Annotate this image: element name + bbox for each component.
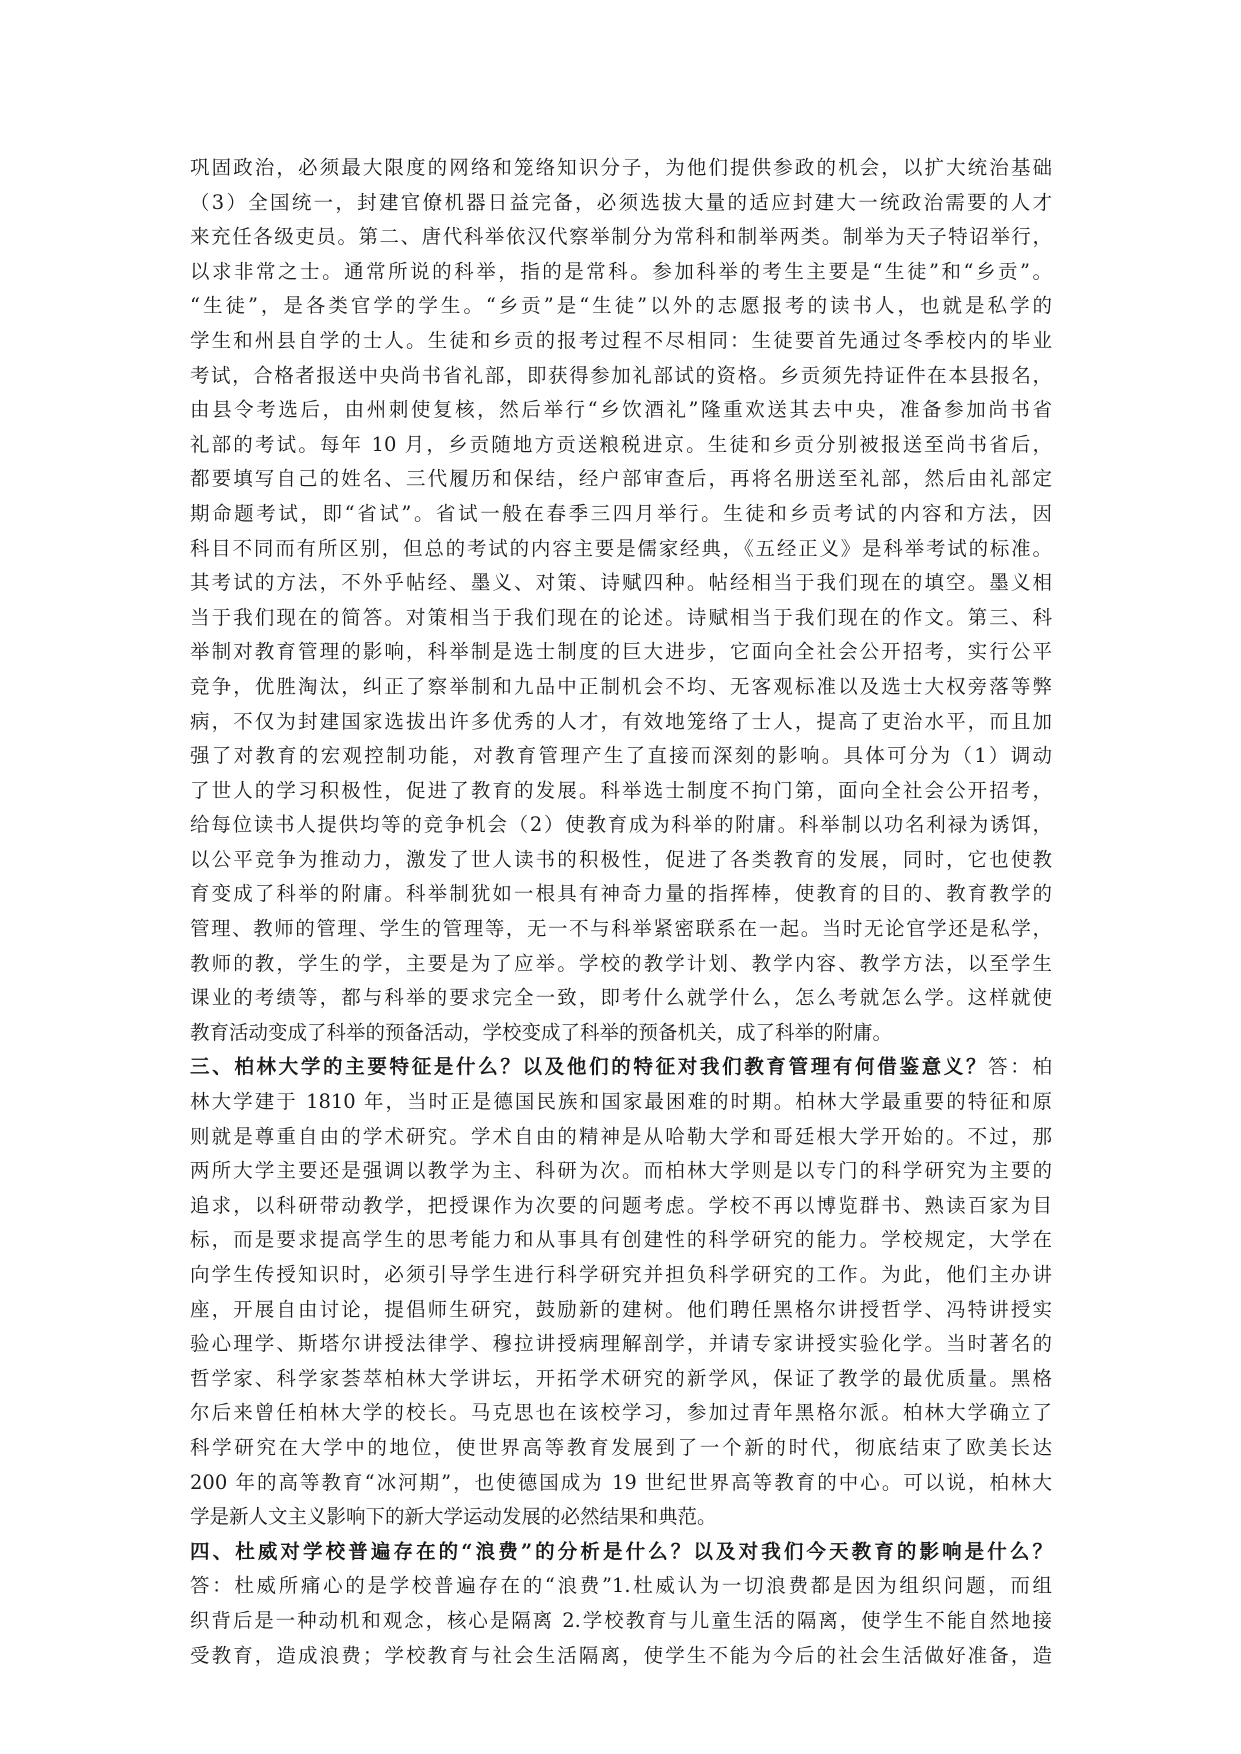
text-line xyxy=(190,255,1052,290)
text-line xyxy=(190,1189,1052,1224)
text-line xyxy=(190,670,1052,705)
line-text: 由县令考选后，由州刺使复核，然后举行“乡饮酒礼”隆重欢送其去中央，准备参加尚书省 xyxy=(190,398,1052,422)
line-text: 管理、教师的管理、学生的管理等，无一不与科举紧密联系在一起。当时无论官学还是私学， xyxy=(190,917,1052,941)
line-text: 举制对教育管理的影响，科举制是选士制度的巨大进步，它面向全社会公开招考，实行公平 xyxy=(190,640,1052,664)
line-text: 礼部的考试。每年 10 月，乡贡随地方贡送粮税进京。生徒和乡贡分别被报送至尚书省后， xyxy=(190,432,1052,456)
text-line xyxy=(190,1431,1052,1466)
text-line xyxy=(190,359,1052,394)
line-text: 都要填写自己的姓名、三代履历和保结，经户部审查后，再将名册送至礼部，然后由礼部定 xyxy=(190,467,1052,491)
line-text: 追求，以科研带动教学，把授课作为次要的问题考虑。学校不再以博览群书、熟读百家为目 xyxy=(190,1193,1052,1217)
text-line xyxy=(190,1535,1052,1570)
line-text: 答：柏 xyxy=(988,1055,1052,1079)
text-line xyxy=(190,462,1052,497)
text-line xyxy=(190,981,1052,1016)
document-page xyxy=(190,151,1052,1673)
line-text: 教师的教，学生的学，主要是为了应举。学校的教学计划、教学内容、教学方法，以至学生 xyxy=(190,951,1052,975)
text-line xyxy=(190,843,1052,878)
line-text: 受教育，造成浪费；学校教育与社会生活隔离，使学生不能为今后的社会生活做好准备，造 xyxy=(190,1643,1052,1667)
line-text: 学生和州县自学的士人。生徒和乡贡的报考过程不尽相同：生徒要首先通过冬季校内的毕业 xyxy=(190,328,1052,352)
line-text: 织背后是一种动机和观念，核心是隔离 2.学校教育与儿童生活的隔离，使学生不能自然地接 xyxy=(190,1608,1052,1632)
text-line xyxy=(190,774,1052,809)
text-line xyxy=(190,601,1052,636)
line-text: “生徒”，是各类官学的学生。“乡贡”是“生徒”以外的志愿报考的读书人，也就是私学的 xyxy=(190,294,1052,318)
text-line xyxy=(190,947,1052,982)
line-text: 以求非常之士。通常所说的科举，指的是常科。参加科举的考生主要是“生徒”和“乡贡”。 xyxy=(190,259,1052,283)
text-line xyxy=(190,739,1052,774)
text-line xyxy=(190,220,1052,255)
text-line xyxy=(190,635,1052,670)
text-line xyxy=(190,1258,1052,1293)
text-line xyxy=(190,1639,1052,1674)
text-line xyxy=(190,912,1052,947)
text-line xyxy=(190,289,1052,324)
line-text: （3）全国统一，封建官僚机器日益完备，必须选拔大量的适应封建大一统政治需要的人才 xyxy=(190,190,1052,214)
text-line xyxy=(190,1396,1052,1431)
line-text: 向学生传授知识时，必须引导学生进行科学研究并担负科学研究的工作。为此，他们主办讲 xyxy=(190,1263,1052,1286)
text-line xyxy=(190,1327,1052,1362)
text-line xyxy=(190,393,1052,428)
text-line xyxy=(190,532,1052,567)
line-text: 其考试的方法，不外乎帖经、墨义、对策、诗赋四种。帖经相当于我们现在的填空。墨义相 xyxy=(190,571,1052,595)
line-text: 则就是尊重自由的学术研究。学术自由的精神是从哈勒大学和哥廷根大学开始的。不过，那 xyxy=(190,1124,1052,1148)
line-text: 科学研究在大学中的地位，使世界高等教育发展到了一个新的时代，彻底结束了欧美长达 xyxy=(190,1435,1052,1459)
line-text: 尔后来曾任柏林大学的校长。马克思也在该校学习，参加过青年黑格尔派。柏林大学确立了 xyxy=(190,1401,1052,1425)
line-text: 200 年的高等教育“冰河期”，也使德国成为 19 世纪世界高等教育的中心。可以说，柏林大 xyxy=(190,1470,1052,1494)
line-text: 了世人的学习积极性，促进了教育的发展。科举选士制度不拘门第，面向全社会公开招考， xyxy=(190,778,1052,802)
question-heading: 三、柏林大学的主要特征是什么？以及他们的特征对我们教育管理有何借鉴意义？ xyxy=(190,1055,989,1079)
text-line xyxy=(190,151,1052,186)
line-text: 来充任各级吏员。第二、唐代科举依汉代察举制分为常科和制举两类。制举为天子特诏举行， xyxy=(190,225,1052,249)
line-text: 竞争，优胜淘汰，纠正了察举制和九品中正制机会不均、无客观标准以及选士大权旁落等弊 xyxy=(190,674,1052,698)
line-text: 座，开展自由讨论，提倡师生研究，鼓励新的建树。他们聘任黑格尔讲授哲学、冯特讲授实 xyxy=(190,1297,1052,1321)
text-line xyxy=(190,428,1052,463)
text-line xyxy=(190,186,1052,221)
line-text: 教育活动变成了科举的预备活动，学校变成了科举的预备机关，成了科举的附庸。 xyxy=(190,1020,893,1044)
text-line xyxy=(190,1500,1052,1535)
line-text: 给每位读书人提供均等的竞争机会（2）使教育成为科举的附庸。科举制以功名利禄为诱饵， xyxy=(190,813,1052,837)
line-text: 当于我们现在的简答。对策相当于我们现在的论述。诗赋相当于我们现在的作文。第三、科 xyxy=(190,605,1052,629)
text-line xyxy=(190,1016,1052,1051)
line-text: 巩固政治，必须最大限度的网络和笼络知识分子，为他们提供参政的机会，以扩大统治基础 xyxy=(190,156,1052,179)
line-text: 答：杜威所痛心的是学校普遍存在的“浪费”1.杜威认为一切浪费都是因为组织问题，而组 xyxy=(190,1574,1052,1598)
line-text: 学是新人文主义影响下的新大学运动发展的必然结果和典范。 xyxy=(190,1505,717,1529)
text-line xyxy=(190,1466,1052,1501)
text-line xyxy=(190,1120,1052,1155)
text-line xyxy=(190,1154,1052,1189)
question-heading: 四、杜威对学校普遍存在的“浪费”的分析是什么？以及对我们今天教育的影响是什么？ xyxy=(190,1539,1052,1563)
line-text: 验心理学、斯塔尔讲授法律学、穆拉讲授病理解剖学，并请专家讲授实验化学。当时著名的 xyxy=(190,1332,1052,1356)
line-text: 科目不同而有所区别，但总的考试的内容主要是儒家经典，《五经正义》是科举考试的标准。 xyxy=(190,536,1052,560)
line-text: 育变成了科举的附庸。科举制犹如一根具有神奇力量的指挥棒，使教育的目的、教育教学的 xyxy=(190,882,1052,906)
line-text: 以公平竞争为推动力，激发了世人读书的积极性，促进了各类教育的发展，同时，它也使教 xyxy=(190,847,1052,871)
line-text: 课业的考绩等，都与科举的要求完全一致，即考什么就学什么，怎么考就怎么学。这样就使 xyxy=(190,986,1052,1010)
text-line xyxy=(190,1604,1052,1639)
line-text: 哲学家、科学家荟萃柏林大学讲坛，开拓学术研究的新学风，保证了教学的最优质量。黑格 xyxy=(190,1366,1052,1390)
text-line xyxy=(190,566,1052,601)
text-line xyxy=(190,1362,1052,1397)
line-text: 考试，合格者报送中央尚书省礼部，即获得参加礼部试的资格。乡贡须先持证件在本县报名， xyxy=(190,363,1052,387)
text-line xyxy=(190,705,1052,740)
text-line xyxy=(190,497,1052,532)
text-line xyxy=(190,808,1052,843)
line-text: 病，不仅为封建国家选拔出许多优秀的人才，有效地笼络了士人，提高了吏治水平，而且加 xyxy=(190,709,1052,733)
text-line xyxy=(190,1085,1052,1120)
line-text: 强了对教育的宏观控制功能，对教育管理产生了直接而深刻的影响。具体可分为（1）调动 xyxy=(190,744,1052,768)
text-line xyxy=(190,1293,1052,1328)
text-line xyxy=(190,877,1052,912)
text-line xyxy=(190,1223,1052,1258)
line-text: 林大学建于 1810 年，当时正是德国民族和国家最困难的时期。柏林大学最重要的特征和原 xyxy=(190,1090,1052,1114)
line-text: 标，而是要求提高学生的思考能力和从事具有创建性的科学研究的能力。学校规定，大学在 xyxy=(190,1228,1052,1252)
line-text: 期命题考试，即“省试”。省试一般在春季三四月举行。生徒和乡贡考试的内容和方法，因 xyxy=(190,501,1052,525)
text-line xyxy=(190,324,1052,359)
line-text: 两所大学主要还是强调以教学为主、科研为次。而柏林大学则是以专门的科学研究为主要的 xyxy=(190,1159,1052,1183)
text-line xyxy=(190,1569,1052,1604)
text-line xyxy=(190,1050,1052,1085)
